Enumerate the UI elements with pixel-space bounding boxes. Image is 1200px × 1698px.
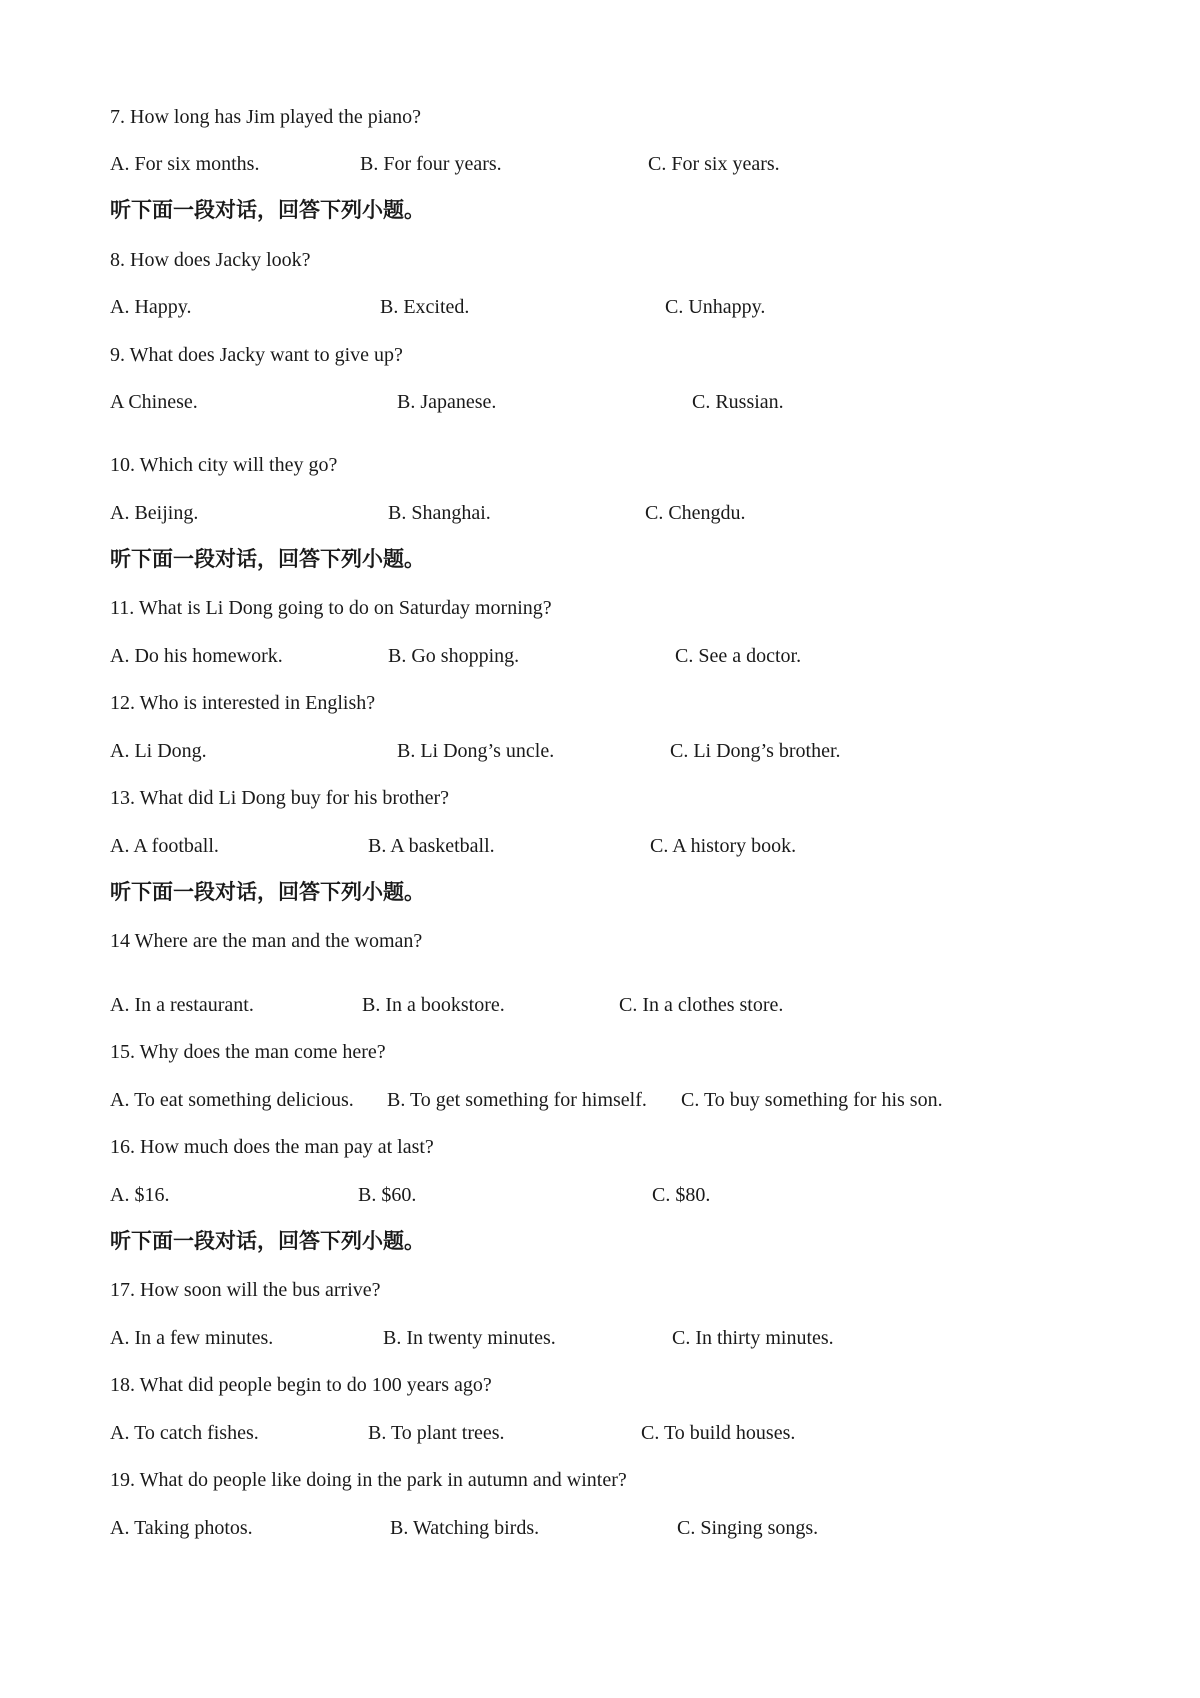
question-18: 18. What did people begin to do 100 years ago? (110, 1374, 492, 1396)
q15-option-c: C. To buy something for his son. (681, 1089, 943, 1111)
q10-option-c: C. Chengdu. (645, 502, 746, 524)
q12-option-a: A. Li Dong. (110, 740, 207, 762)
q9-option-a: A Chinese. (110, 391, 198, 413)
q13-option-c: C. A history book. (650, 835, 797, 857)
q14-option-b: B. In a bookstore. (362, 994, 505, 1016)
question-17: 17. How soon will the bus arrive? (110, 1279, 381, 1301)
question-7: 7. How long has Jim played the piano? (110, 106, 422, 128)
section-heading-3: 听下面一段对话，回答下列小题。 (110, 880, 425, 904)
q19-option-b: B. Watching birds. (390, 1517, 540, 1539)
question-13: 13. What did Li Dong buy for his brother? (110, 787, 450, 809)
q12-option-b: B. Li Dong’s uncle. (397, 740, 555, 762)
section-heading-1: 听下面一段对话，回答下列小题。 (110, 198, 425, 222)
q16-option-c: C. $80. (652, 1184, 711, 1206)
q10-option-b: B. Shanghai. (388, 502, 491, 524)
question-10: 10. Which city will they go? (110, 454, 338, 476)
q17-option-c: C. In thirty minutes. (672, 1327, 834, 1349)
q16-option-b: B. $60. (358, 1184, 417, 1206)
q14-option-c: C. In a clothes store. (619, 994, 784, 1016)
q8-option-a: A. Happy. (110, 296, 192, 318)
q19-option-a: A. Taking photos. (110, 1517, 253, 1539)
q15-option-a: A. To eat something delicious. (110, 1089, 354, 1111)
question-19: 19. What do people like doing in the park in autumn and winter? (110, 1469, 627, 1491)
q7-option-b: B. For four years. (360, 153, 502, 175)
question-16: 16. How much does the man pay at last? (110, 1136, 434, 1158)
q11-option-b: B. Go shopping. (388, 645, 520, 667)
q18-option-c: C. To build houses. (641, 1422, 796, 1444)
question-8: 8. How does Jacky look? (110, 249, 311, 271)
q12-option-c: C. Li Dong’s brother. (670, 740, 841, 762)
question-11: 11. What is Li Dong going to do on Saturday morning? (110, 597, 552, 619)
q17-option-a: A. In a few minutes. (110, 1327, 274, 1349)
q7-option-c: C. For six years. (648, 153, 780, 175)
q18-option-a: A. To catch fishes. (110, 1422, 259, 1444)
q19-option-c: C. Singing songs. (677, 1517, 819, 1539)
q11-option-a: A. Do his homework. (110, 645, 283, 667)
q10-option-a: A. Beijing. (110, 502, 199, 524)
q8-option-c: C. Unhappy. (665, 296, 766, 318)
question-15: 15. Why does the man come here? (110, 1041, 386, 1063)
q15-option-b: B. To get something for himself. (387, 1089, 647, 1111)
q8-option-b: B. Excited. (380, 296, 470, 318)
q16-option-a: A. $16. (110, 1184, 170, 1206)
q7-option-a: A. For six months. (110, 153, 260, 175)
section-heading-2: 听下面一段对话，回答下列小题。 (110, 547, 425, 571)
q9-option-b: B. Japanese. (397, 391, 497, 413)
q9-option-c: C. Russian. (692, 391, 784, 413)
question-9: 9. What does Jacky want to give up? (110, 344, 403, 366)
q18-option-b: B. To plant trees. (368, 1422, 505, 1444)
q14-option-a: A. In a restaurant. (110, 994, 254, 1016)
q11-option-c: C. See a doctor. (675, 645, 802, 667)
q17-option-b: B. In twenty minutes. (383, 1327, 556, 1349)
question-14: 14 Where are the man and the woman? (110, 930, 423, 952)
q13-option-b: B. A basketball. (368, 835, 495, 857)
question-12: 12. Who is interested in English? (110, 692, 376, 714)
section-heading-4: 听下面一段对话，回答下列小题。 (110, 1229, 425, 1253)
q13-option-a: A. A football. (110, 835, 219, 857)
